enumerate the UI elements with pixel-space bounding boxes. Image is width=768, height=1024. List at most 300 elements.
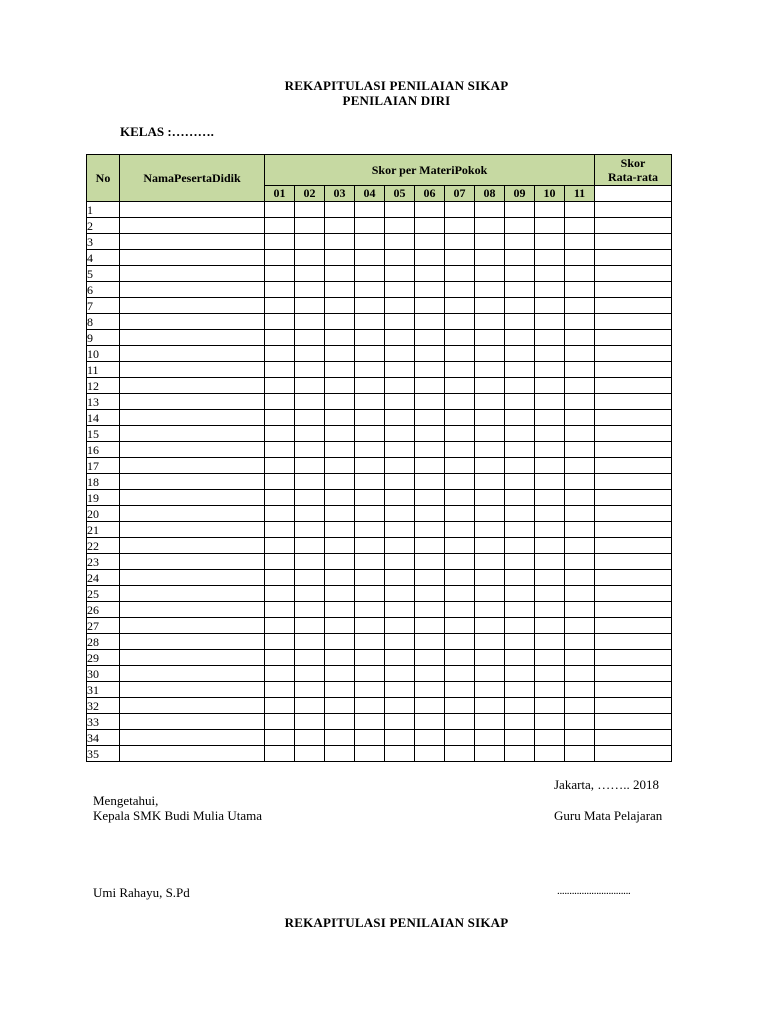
skor-cell[interactable] [505,586,535,602]
skor-rata-cell[interactable] [595,426,672,442]
skor-cell[interactable] [295,330,325,346]
skor-cell[interactable] [295,682,325,698]
skor-cell[interactable] [445,650,475,666]
skor-cell[interactable] [445,394,475,410]
skor-cell[interactable] [565,378,595,394]
skor-cell[interactable] [475,714,505,730]
nama-cell[interactable] [120,394,265,410]
skor-cell[interactable] [355,682,385,698]
skor-rata-cell[interactable] [595,330,672,346]
skor-cell[interactable] [325,698,355,714]
skor-cell[interactable] [475,746,505,762]
skor-cell[interactable] [535,346,565,362]
skor-cell[interactable] [565,202,595,218]
skor-cell[interactable] [415,458,445,474]
skor-cell[interactable] [445,602,475,618]
skor-rata-cell[interactable] [595,554,672,570]
nama-cell[interactable] [120,282,265,298]
skor-cell[interactable] [265,714,295,730]
nama-cell[interactable] [120,586,265,602]
skor-cell[interactable] [295,634,325,650]
skor-cell[interactable] [385,570,415,586]
skor-cell[interactable] [505,634,535,650]
skor-cell[interactable] [565,282,595,298]
skor-cell[interactable] [355,394,385,410]
nama-cell[interactable] [120,202,265,218]
skor-cell[interactable] [325,506,355,522]
skor-cell[interactable] [505,394,535,410]
skor-cell[interactable] [355,650,385,666]
skor-cell[interactable] [535,714,565,730]
skor-cell[interactable] [265,602,295,618]
skor-cell[interactable] [265,330,295,346]
skor-cell[interactable] [325,746,355,762]
skor-cell[interactable] [535,282,565,298]
skor-cell[interactable] [325,218,355,234]
skor-cell[interactable] [535,474,565,490]
skor-cell[interactable] [535,698,565,714]
skor-cell[interactable] [565,458,595,474]
skor-cell[interactable] [535,682,565,698]
skor-cell[interactable] [565,330,595,346]
skor-cell[interactable] [535,362,565,378]
skor-cell[interactable] [295,394,325,410]
skor-cell[interactable] [475,666,505,682]
skor-cell[interactable] [415,538,445,554]
skor-cell[interactable] [295,730,325,746]
skor-cell[interactable] [565,746,595,762]
nama-cell[interactable] [120,474,265,490]
skor-cell[interactable] [385,538,415,554]
skor-cell[interactable] [295,346,325,362]
skor-cell[interactable] [505,202,535,218]
skor-cell[interactable] [265,506,295,522]
skor-cell[interactable] [295,538,325,554]
skor-cell[interactable] [265,618,295,634]
nama-cell[interactable] [120,634,265,650]
skor-rata-cell[interactable] [595,490,672,506]
skor-cell[interactable] [475,730,505,746]
skor-cell[interactable] [415,730,445,746]
skor-cell[interactable] [565,730,595,746]
skor-cell[interactable] [295,314,325,330]
skor-cell[interactable] [475,330,505,346]
skor-cell[interactable] [325,378,355,394]
skor-rata-cell[interactable] [595,362,672,378]
skor-cell[interactable] [385,682,415,698]
skor-cell[interactable] [295,698,325,714]
skor-cell[interactable] [295,746,325,762]
skor-cell[interactable] [535,218,565,234]
skor-rata-cell[interactable] [595,234,672,250]
skor-cell[interactable] [565,234,595,250]
skor-cell[interactable] [475,250,505,266]
skor-cell[interactable] [265,346,295,362]
nama-cell[interactable] [120,330,265,346]
skor-cell[interactable] [535,330,565,346]
skor-cell[interactable] [325,666,355,682]
skor-cell[interactable] [505,506,535,522]
skor-cell[interactable] [355,570,385,586]
skor-cell[interactable] [445,410,475,426]
skor-cell[interactable] [445,538,475,554]
skor-cell[interactable] [415,602,445,618]
skor-cell[interactable] [415,506,445,522]
skor-cell[interactable] [535,378,565,394]
skor-cell[interactable] [325,570,355,586]
skor-cell[interactable] [505,234,535,250]
skor-cell[interactable] [265,282,295,298]
skor-cell[interactable] [445,506,475,522]
skor-cell[interactable] [475,202,505,218]
skor-rata-cell[interactable] [595,458,672,474]
skor-cell[interactable] [325,554,355,570]
skor-cell[interactable] [475,378,505,394]
skor-cell[interactable] [265,394,295,410]
skor-cell[interactable] [475,426,505,442]
skor-cell[interactable] [265,298,295,314]
skor-cell[interactable] [295,650,325,666]
nama-cell[interactable] [120,666,265,682]
skor-cell[interactable] [265,234,295,250]
skor-cell[interactable] [565,570,595,586]
skor-cell[interactable] [445,570,475,586]
skor-cell[interactable] [535,394,565,410]
nama-cell[interactable] [120,490,265,506]
skor-cell[interactable] [415,410,445,426]
skor-cell[interactable] [265,266,295,282]
skor-cell[interactable] [325,442,355,458]
skor-cell[interactable] [475,298,505,314]
skor-cell[interactable] [445,490,475,506]
skor-cell[interactable] [475,362,505,378]
skor-cell[interactable] [445,666,475,682]
skor-cell[interactable] [505,714,535,730]
skor-cell[interactable] [355,522,385,538]
skor-cell[interactable] [505,282,535,298]
skor-cell[interactable] [385,346,415,362]
skor-cell[interactable] [445,714,475,730]
skor-cell[interactable] [355,378,385,394]
skor-rata-cell[interactable] [595,538,672,554]
skor-cell[interactable] [415,202,445,218]
skor-cell[interactable] [505,602,535,618]
skor-cell[interactable] [415,442,445,458]
skor-cell[interactable] [415,218,445,234]
skor-cell[interactable] [355,250,385,266]
skor-rata-cell[interactable] [595,218,672,234]
skor-cell[interactable] [415,650,445,666]
skor-cell[interactable] [415,634,445,650]
skor-cell[interactable] [385,330,415,346]
skor-cell[interactable] [535,746,565,762]
skor-cell[interactable] [445,282,475,298]
skor-cell[interactable] [355,698,385,714]
skor-cell[interactable] [475,346,505,362]
skor-cell[interactable] [385,730,415,746]
skor-rata-cell[interactable] [595,394,672,410]
skor-cell[interactable] [355,282,385,298]
skor-rata-cell[interactable] [595,682,672,698]
skor-cell[interactable] [505,666,535,682]
skor-cell[interactable] [565,650,595,666]
skor-rata-cell[interactable] [595,410,672,426]
skor-cell[interactable] [355,218,385,234]
skor-cell[interactable] [325,458,355,474]
skor-rata-cell[interactable] [595,586,672,602]
skor-cell[interactable] [535,570,565,586]
nama-cell[interactable] [120,346,265,362]
skor-cell[interactable] [535,650,565,666]
skor-cell[interactable] [385,234,415,250]
skor-cell[interactable] [505,346,535,362]
skor-cell[interactable] [385,602,415,618]
nama-cell[interactable] [120,602,265,618]
skor-cell[interactable] [295,282,325,298]
skor-cell[interactable] [295,474,325,490]
skor-cell[interactable] [475,506,505,522]
skor-cell[interactable] [415,522,445,538]
skor-cell[interactable] [565,394,595,410]
skor-cell[interactable] [325,362,355,378]
skor-cell[interactable] [295,410,325,426]
skor-cell[interactable] [475,618,505,634]
skor-cell[interactable] [265,682,295,698]
skor-cell[interactable] [265,746,295,762]
skor-cell[interactable] [265,666,295,682]
skor-cell[interactable] [355,618,385,634]
skor-cell[interactable] [475,410,505,426]
skor-cell[interactable] [325,618,355,634]
skor-cell[interactable] [295,714,325,730]
skor-cell[interactable] [385,634,415,650]
skor-cell[interactable] [445,202,475,218]
skor-cell[interactable] [505,426,535,442]
skor-cell[interactable] [325,602,355,618]
skor-cell[interactable] [415,234,445,250]
skor-cell[interactable] [355,234,385,250]
skor-rata-cell[interactable] [595,506,672,522]
skor-cell[interactable] [265,442,295,458]
skor-cell[interactable] [355,266,385,282]
skor-cell[interactable] [385,378,415,394]
skor-rata-cell[interactable] [595,634,672,650]
skor-cell[interactable] [445,330,475,346]
skor-cell[interactable] [445,362,475,378]
skor-cell[interactable] [415,378,445,394]
skor-cell[interactable] [325,314,355,330]
skor-cell[interactable] [535,442,565,458]
skor-cell[interactable] [505,698,535,714]
skor-cell[interactable] [505,442,535,458]
skor-cell[interactable] [385,202,415,218]
skor-cell[interactable] [325,714,355,730]
skor-rata-cell[interactable] [595,250,672,266]
skor-cell[interactable] [475,554,505,570]
skor-cell[interactable] [295,506,325,522]
skor-cell[interactable] [475,458,505,474]
skor-cell[interactable] [325,522,355,538]
skor-cell[interactable] [445,442,475,458]
skor-cell[interactable] [415,346,445,362]
skor-cell[interactable] [415,426,445,442]
skor-cell[interactable] [415,250,445,266]
skor-cell[interactable] [325,474,355,490]
skor-cell[interactable] [295,234,325,250]
skor-cell[interactable] [295,378,325,394]
skor-cell[interactable] [445,522,475,538]
skor-cell[interactable] [385,522,415,538]
skor-cell[interactable] [565,474,595,490]
skor-rata-cell[interactable] [595,618,672,634]
skor-cell[interactable] [445,234,475,250]
skor-cell[interactable] [355,714,385,730]
skor-cell[interactable] [325,410,355,426]
nama-cell[interactable] [120,442,265,458]
skor-cell[interactable] [565,314,595,330]
skor-cell[interactable] [295,202,325,218]
skor-cell[interactable] [415,330,445,346]
skor-cell[interactable] [295,490,325,506]
skor-cell[interactable] [445,698,475,714]
skor-cell[interactable] [505,474,535,490]
skor-cell[interactable] [325,682,355,698]
skor-cell[interactable] [265,650,295,666]
skor-cell[interactable] [565,522,595,538]
skor-cell[interactable] [505,330,535,346]
skor-cell[interactable] [385,314,415,330]
skor-cell[interactable] [445,746,475,762]
skor-cell[interactable] [355,586,385,602]
skor-cell[interactable] [415,698,445,714]
skor-cell[interactable] [385,506,415,522]
skor-cell[interactable] [445,474,475,490]
skor-cell[interactable] [415,714,445,730]
skor-cell[interactable] [385,746,415,762]
nama-cell[interactable] [120,378,265,394]
skor-cell[interactable] [385,618,415,634]
skor-cell[interactable] [505,650,535,666]
skor-cell[interactable] [385,250,415,266]
skor-cell[interactable] [265,730,295,746]
skor-cell[interactable] [505,682,535,698]
skor-cell[interactable] [355,506,385,522]
skor-cell[interactable] [565,506,595,522]
skor-cell[interactable] [535,730,565,746]
skor-cell[interactable] [265,410,295,426]
skor-cell[interactable] [445,730,475,746]
skor-cell[interactable] [265,554,295,570]
skor-rata-cell[interactable] [595,378,672,394]
skor-cell[interactable] [325,426,355,442]
skor-cell[interactable] [355,602,385,618]
nama-cell[interactable] [120,538,265,554]
skor-cell[interactable] [415,394,445,410]
skor-cell[interactable] [265,474,295,490]
skor-cell[interactable] [265,362,295,378]
skor-cell[interactable] [475,570,505,586]
skor-cell[interactable] [445,346,475,362]
nama-cell[interactable] [120,522,265,538]
skor-cell[interactable] [505,314,535,330]
skor-cell[interactable] [415,474,445,490]
skor-cell[interactable] [535,458,565,474]
skor-cell[interactable] [535,250,565,266]
skor-cell[interactable] [295,554,325,570]
skor-cell[interactable] [445,618,475,634]
skor-cell[interactable] [505,362,535,378]
skor-cell[interactable] [295,570,325,586]
skor-cell[interactable] [535,426,565,442]
nama-cell[interactable] [120,682,265,698]
skor-cell[interactable] [355,538,385,554]
skor-cell[interactable] [355,330,385,346]
skor-cell[interactable] [325,490,355,506]
skor-rata-cell[interactable] [595,730,672,746]
skor-cell[interactable] [295,602,325,618]
skor-cell[interactable] [565,634,595,650]
nama-cell[interactable] [120,618,265,634]
skor-cell[interactable] [295,442,325,458]
skor-cell[interactable] [535,618,565,634]
nama-cell[interactable] [120,426,265,442]
skor-rata-cell[interactable] [595,298,672,314]
skor-cell[interactable] [325,298,355,314]
skor-cell[interactable] [325,202,355,218]
skor-cell[interactable] [475,538,505,554]
skor-cell[interactable] [535,602,565,618]
skor-cell[interactable] [475,234,505,250]
nama-cell[interactable] [120,218,265,234]
skor-cell[interactable] [265,634,295,650]
skor-cell[interactable] [505,554,535,570]
skor-cell[interactable] [385,362,415,378]
skor-cell[interactable] [355,730,385,746]
skor-cell[interactable] [445,314,475,330]
nama-cell[interactable] [120,506,265,522]
skor-cell[interactable] [415,570,445,586]
skor-cell[interactable] [475,522,505,538]
skor-cell[interactable] [265,202,295,218]
skor-cell[interactable] [355,490,385,506]
skor-cell[interactable] [445,378,475,394]
skor-cell[interactable] [565,714,595,730]
skor-rata-cell[interactable] [595,522,672,538]
skor-cell[interactable] [565,346,595,362]
skor-cell[interactable] [385,490,415,506]
skor-cell[interactable] [355,442,385,458]
skor-cell[interactable] [565,298,595,314]
nama-cell[interactable] [120,314,265,330]
skor-cell[interactable] [505,618,535,634]
skor-cell[interactable] [565,538,595,554]
skor-cell[interactable] [565,682,595,698]
skor-cell[interactable] [445,266,475,282]
skor-cell[interactable] [355,634,385,650]
skor-cell[interactable] [535,314,565,330]
skor-cell[interactable] [505,218,535,234]
skor-rata-cell[interactable] [595,698,672,714]
skor-cell[interactable] [265,378,295,394]
skor-cell[interactable] [355,426,385,442]
skor-cell[interactable] [355,410,385,426]
skor-cell[interactable] [385,282,415,298]
skor-cell[interactable] [475,682,505,698]
skor-rata-cell[interactable] [595,602,672,618]
skor-cell[interactable] [535,298,565,314]
skor-cell[interactable] [445,426,475,442]
skor-cell[interactable] [415,282,445,298]
